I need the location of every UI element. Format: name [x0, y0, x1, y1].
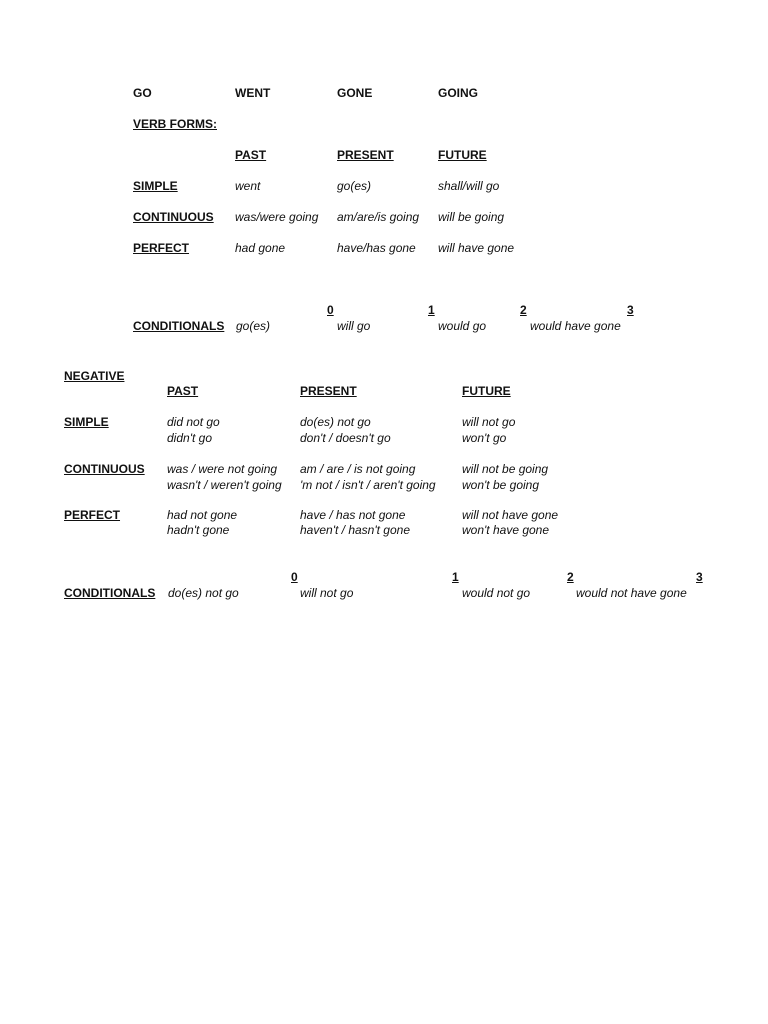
negative-heading: NEGATIVE [64, 369, 125, 383]
neg-cell: am / are / is not going [300, 462, 416, 476]
aff-conditional-number-3: 3 [627, 303, 634, 317]
neg-conditional-number-1: 1 [452, 570, 459, 584]
neg-cell: have / has not gone [300, 508, 406, 522]
form-base: GO [133, 86, 152, 100]
neg-conditional-value: would not have gone [576, 586, 687, 600]
form-past: WENT [235, 86, 271, 100]
neg-conditional-value: do(es) not go [168, 586, 239, 600]
neg-column-present: PRESENT [300, 384, 357, 398]
neg-row-label-continuous: CONTINUOUS [64, 462, 145, 476]
neg-cell: will not be going [462, 462, 549, 476]
neg-cell: won't be going [462, 478, 540, 492]
aff-cell: went [235, 179, 261, 193]
form-present-participle: GOING [438, 86, 479, 100]
aff-cell: am/are/is going [337, 210, 420, 224]
aff-conditional-value: will go [337, 319, 371, 333]
neg-cell: will not have gone [462, 508, 559, 522]
neg-conditional-number-3: 3 [696, 570, 703, 584]
aff-row-label-simple: SIMPLE [133, 179, 178, 193]
neg-cell: didn't go [167, 431, 212, 445]
form-past-participle: GONE [337, 86, 373, 100]
neg-cell: will not go [462, 415, 516, 429]
aff-row-label-continuous: CONTINUOUS [133, 210, 214, 224]
aff-cell: go(es) [337, 179, 372, 193]
neg-cell: won't have gone [462, 523, 550, 537]
neg-cell: don't / doesn't go [300, 431, 391, 445]
aff-cell: have/has gone [337, 241, 416, 255]
aff-column-future: FUTURE [438, 148, 487, 162]
neg-cell: 'm not / isn't / aren't going [300, 478, 436, 492]
aff-conditional-number-1: 1 [428, 303, 435, 317]
neg-cell: wasn't / weren't going [167, 478, 282, 492]
neg-conditional-value: will not go [300, 586, 354, 600]
neg-cell: was / were not going [167, 462, 278, 476]
neg-conditional-number-2: 2 [567, 570, 574, 584]
neg-cell: hadn't gone [167, 523, 230, 537]
neg-cell: had not gone [167, 508, 238, 522]
aff-conditional-value: go(es) [236, 319, 271, 333]
aff-conditional-number-2: 2 [520, 303, 527, 317]
aff-column-present: PRESENT [337, 148, 394, 162]
neg-cell: won't go [462, 431, 507, 445]
aff-conditional-value: would go [438, 319, 487, 333]
aff-conditionals-label: CONDITIONALS [133, 319, 225, 333]
aff-cell: will have gone [438, 241, 515, 255]
aff-cell: will be going [438, 210, 505, 224]
neg-conditionals-label: CONDITIONALS [64, 586, 156, 600]
aff-conditional-number-0: 0 [327, 303, 334, 317]
verb-forms-heading: VERB FORMS: [133, 117, 217, 131]
aff-cell: was/were going [235, 210, 319, 224]
neg-conditional-value: would not go [462, 586, 531, 600]
neg-column-future: FUTURE [462, 384, 511, 398]
aff-cell: shall/will go [438, 179, 500, 193]
neg-conditional-number-0: 0 [291, 570, 298, 584]
neg-row-label-simple: SIMPLE [64, 415, 109, 429]
neg-row-label-perfect: PERFECT [64, 508, 121, 522]
aff-row-label-perfect: PERFECT [133, 241, 190, 255]
aff-cell: had gone [235, 241, 286, 255]
aff-column-past: PAST [235, 148, 267, 162]
neg-cell: haven't / hasn't gone [300, 523, 410, 537]
neg-cell: did not go [167, 415, 220, 429]
neg-column-past: PAST [167, 384, 199, 398]
aff-conditional-value: would have gone [530, 319, 621, 333]
neg-cell: do(es) not go [300, 415, 371, 429]
